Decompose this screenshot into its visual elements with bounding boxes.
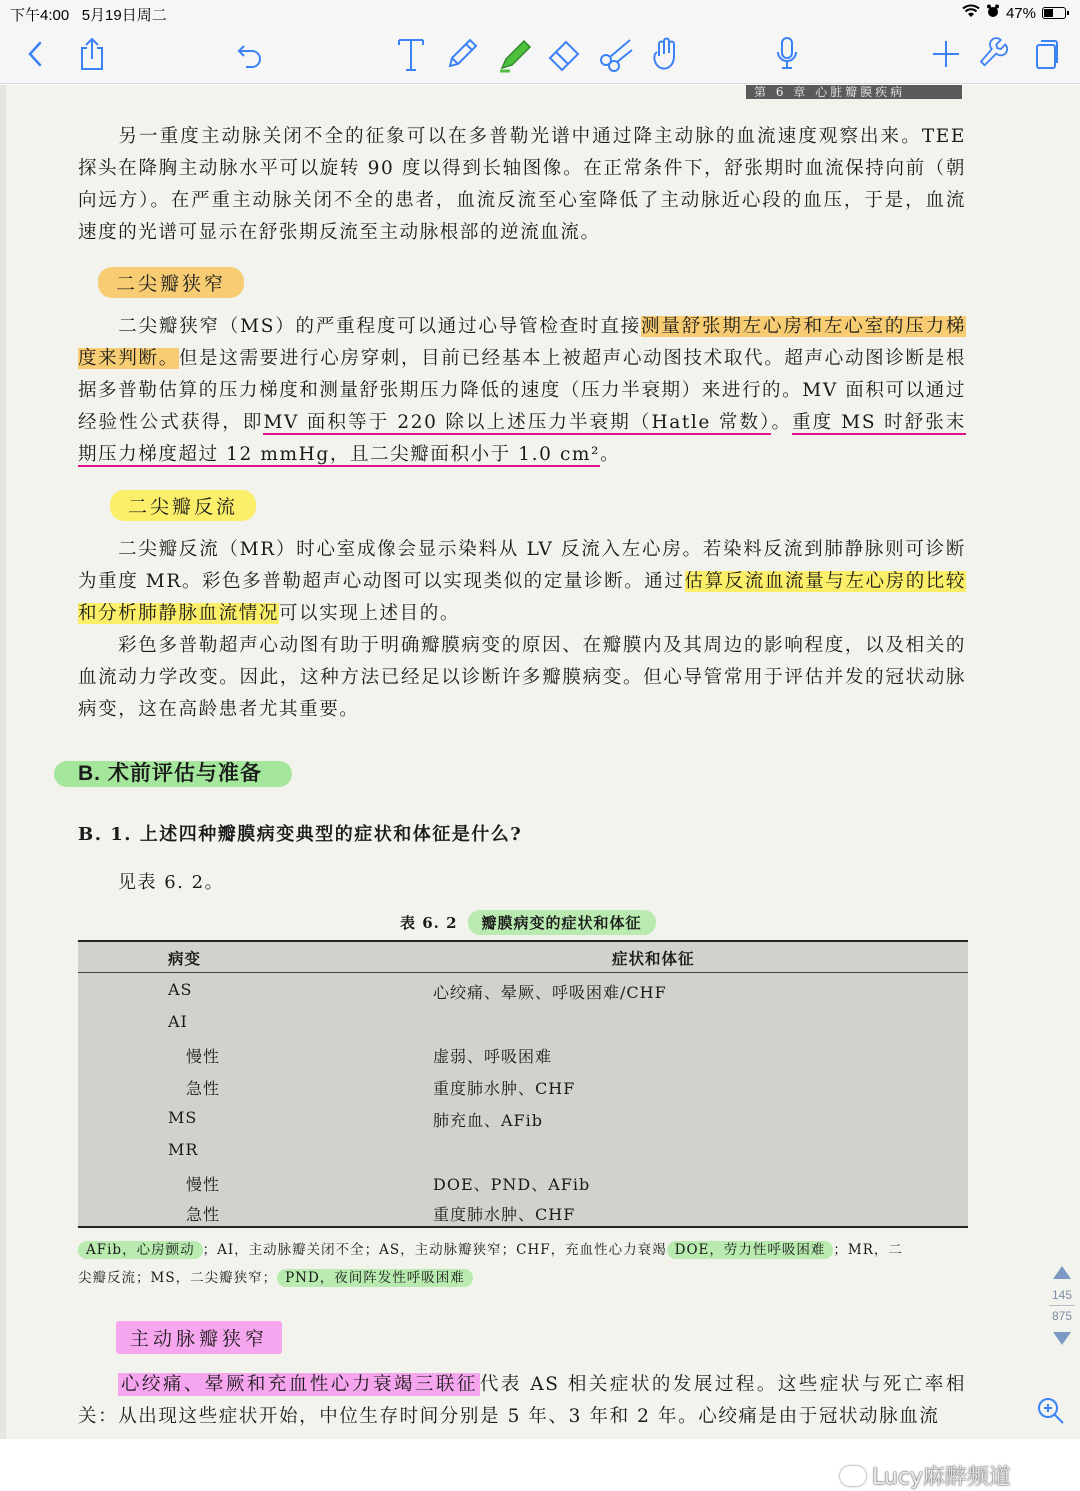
pager-divider	[1049, 1305, 1075, 1306]
table-row: AS 心绞痛、晕厥、呼吸困难/CHF	[168, 980, 667, 1002]
back-icon[interactable]	[20, 34, 50, 74]
table-caption	[400, 910, 656, 935]
footnote-afib: AFib，心房颤动	[78, 1241, 203, 1259]
table-row: MS 肺充血、AFib	[168, 1108, 544, 1130]
hand-icon[interactable]	[646, 34, 686, 74]
valve-table	[78, 940, 968, 1228]
paragraph-aortic-stenosis: 心绞痛、晕厥和充血性心力衰竭三联征 代表 AS 相关症状的发展过程。这些症状与死亡率相关：从出现这些症状开始，中位生存时间分别是 5 年、3 年和 2 年。心绞痛是由于冠状动脉血流	[78, 1374, 967, 1427]
running-head: 第 6 章 心脏瓣膜疾病	[746, 85, 962, 99]
table-rule-head	[78, 972, 968, 973]
table-row: MR	[168, 1140, 199, 1159]
alarm-icon	[986, 4, 1000, 22]
underline-severe-ms: 重度 MS 时舒张末期压力梯度超过 12 mmHg，且二尖瓣面积小于 1.0 cm²	[78, 412, 966, 465]
highlight-regurgitant-flow: 估算反流血流量与左心房的比较和分析肺静脉血流情况	[78, 571, 967, 624]
paragraph-mitral-regurgitation: 二尖瓣反流（MR）时心室成像会显示染料从 LV 反流入左心房。若染料反流到肺静脉则可诊断为重度 MR。彩色多普勒超声心动图可以实现类似的定量诊断。通过估算反流血流量与左心房的比较和分析肺静脉血流情况可以实现上述目的。	[78, 539, 967, 624]
plus-icon[interactable]	[928, 34, 964, 74]
microphone-icon[interactable]	[770, 34, 804, 74]
status-bar	[0, 0, 1080, 26]
pencil-icon[interactable]	[442, 34, 482, 74]
highlighter-icon[interactable]	[494, 34, 536, 74]
annotation-toolbar	[0, 26, 1080, 84]
battery-icon	[1042, 7, 1066, 19]
table-row: 急性 重度肺水肿、CHF	[186, 1079, 576, 1098]
status-right	[962, 4, 1066, 22]
eraser-icon[interactable]	[544, 34, 586, 74]
table-header-lesion: 病变	[168, 949, 202, 968]
underline-mv-area: MV 面积等于 220 除以上述压力半衰期（Hatle 常数）	[263, 412, 772, 433]
table-label: 表 6. 2	[400, 914, 458, 932]
pdf-page[interactable]	[0, 85, 1080, 1490]
undo-icon[interactable]	[232, 34, 268, 74]
table-row: 急性 重度肺水肿、CHF	[186, 1205, 576, 1224]
table-header-signs: 症状和体征	[612, 949, 695, 968]
status-date: 5月19日周二	[81, 7, 167, 24]
battery-fill	[1044, 9, 1053, 17]
wechat-icon	[840, 1466, 866, 1486]
heading-mitral-stenosis: 二尖瓣狭窄	[98, 267, 244, 298]
table-rule-bottom	[78, 1226, 968, 1228]
scissors-icon[interactable]	[596, 34, 638, 74]
page-up-icon[interactable]	[1053, 1266, 1071, 1279]
text-tool-icon[interactable]	[392, 34, 430, 74]
share-icon[interactable]	[74, 34, 110, 74]
table-footnote-line1: AFib，心房颤动 ；AI，主动脉瓣关闭不全；AS，主动脉瓣狭窄；CHF，充血性心力衰竭 DOE，劳力性呼吸困难 ；MR，二	[78, 1236, 968, 1264]
footnote-pnd: PND，夜间阵发性呼吸困难	[277, 1269, 473, 1287]
table-row: AI	[168, 1012, 188, 1031]
table-row: 慢性 虚弱、呼吸困难	[186, 1047, 553, 1066]
highlight-pressure-gradient: 测量舒张期左心房和左心室的压力梯度来判断。	[78, 316, 967, 369]
table-title: 瓣膜病变的症状和体征	[468, 910, 656, 935]
watermark: Lucy麻醉频道	[840, 1460, 1011, 1491]
highlight-triad: 心绞痛、晕厥和充血性心力衰竭三联征	[120, 1374, 478, 1395]
paragraph-color-doppler: 彩色多普勒超声心动图有助于明确瓣膜病变的原因、在瓣膜内及其周边的影响程度，以及相关的血流动力学改变。因此，这种方法已经足以诊断许多瓣膜病变。但心导管常用于评估并发的冠状动脉病变，这在高龄患者尤其重要。	[78, 635, 966, 720]
see-table-text: 见表 6. 2。	[118, 872, 225, 893]
paragraph-tee: 另一重度主动脉关闭不全的征象可以在多普勒光谱中通过降主动脉的血流速度观察出来。TEE 探头在降胸主动脉水平可以旋转 90 度以得到长轴图像。在正常条件下，舒张期时血流保持向前（朝向远方）。在严重主动脉关闭不全的患者，血流反流至心室降低了主动脉近心段的血压，于是，血流速度的光谱可显示在舒张期反流至主动脉根部的逆流血流。	[78, 126, 966, 243]
table-row: 慢性 DOE、PND、AFib	[186, 1175, 591, 1194]
page-down-icon[interactable]	[1053, 1332, 1071, 1345]
page-navigator[interactable]	[1047, 1266, 1077, 1356]
wifi-icon	[962, 4, 980, 22]
paragraph-mitral-stenosis: 二尖瓣狭窄（MS）的严重程度可以通过心导管检查时直接测量舒张期左心房和左心室的压力梯度来判断。但是这需要进行心房穿刺，目前已经基本上被超声心动图技术取代。超声心动图诊断是根据多普勒估算的压力梯度和测量舒张期压力降低的速度（压力半衰期）来进行的。MV 面积可以通过经验性公式获得，即MV 面积等于 220 除以上述压力半衰期（Hatle 常数）。重度 MS 时舒张末期压力梯度超过 12 mmHg，且二尖瓣面积小于 1.0 cm²。	[78, 316, 967, 465]
heading-aortic-stenosis: 主动脉瓣狭窄	[116, 1321, 282, 1354]
question-b1: B. 1. 上述四种瓣膜病变典型的症状和体征是什么?	[78, 824, 523, 845]
total-pages: 875	[1051, 1309, 1073, 1323]
heading-mitral-regurgitation: 二尖瓣反流	[110, 490, 256, 521]
pages-icon[interactable]	[1030, 34, 1064, 74]
zoom-icon[interactable]	[1036, 1396, 1066, 1430]
current-page: 145	[1051, 1288, 1073, 1302]
table-rule-top	[78, 940, 968, 942]
battery-percent: 47%	[1005, 4, 1036, 22]
table-footnote-line2: 尖瓣反流；MS，二尖瓣狭窄； PND，夜间阵发性呼吸困难	[78, 1264, 968, 1292]
status-time: 下午4:00 5月19日周二	[10, 7, 167, 24]
section-title: B. 术前评估与准备	[78, 762, 262, 785]
footnote-doe: DOE，劳力性呼吸困难	[667, 1241, 834, 1259]
wrench-icon[interactable]	[976, 34, 1014, 74]
